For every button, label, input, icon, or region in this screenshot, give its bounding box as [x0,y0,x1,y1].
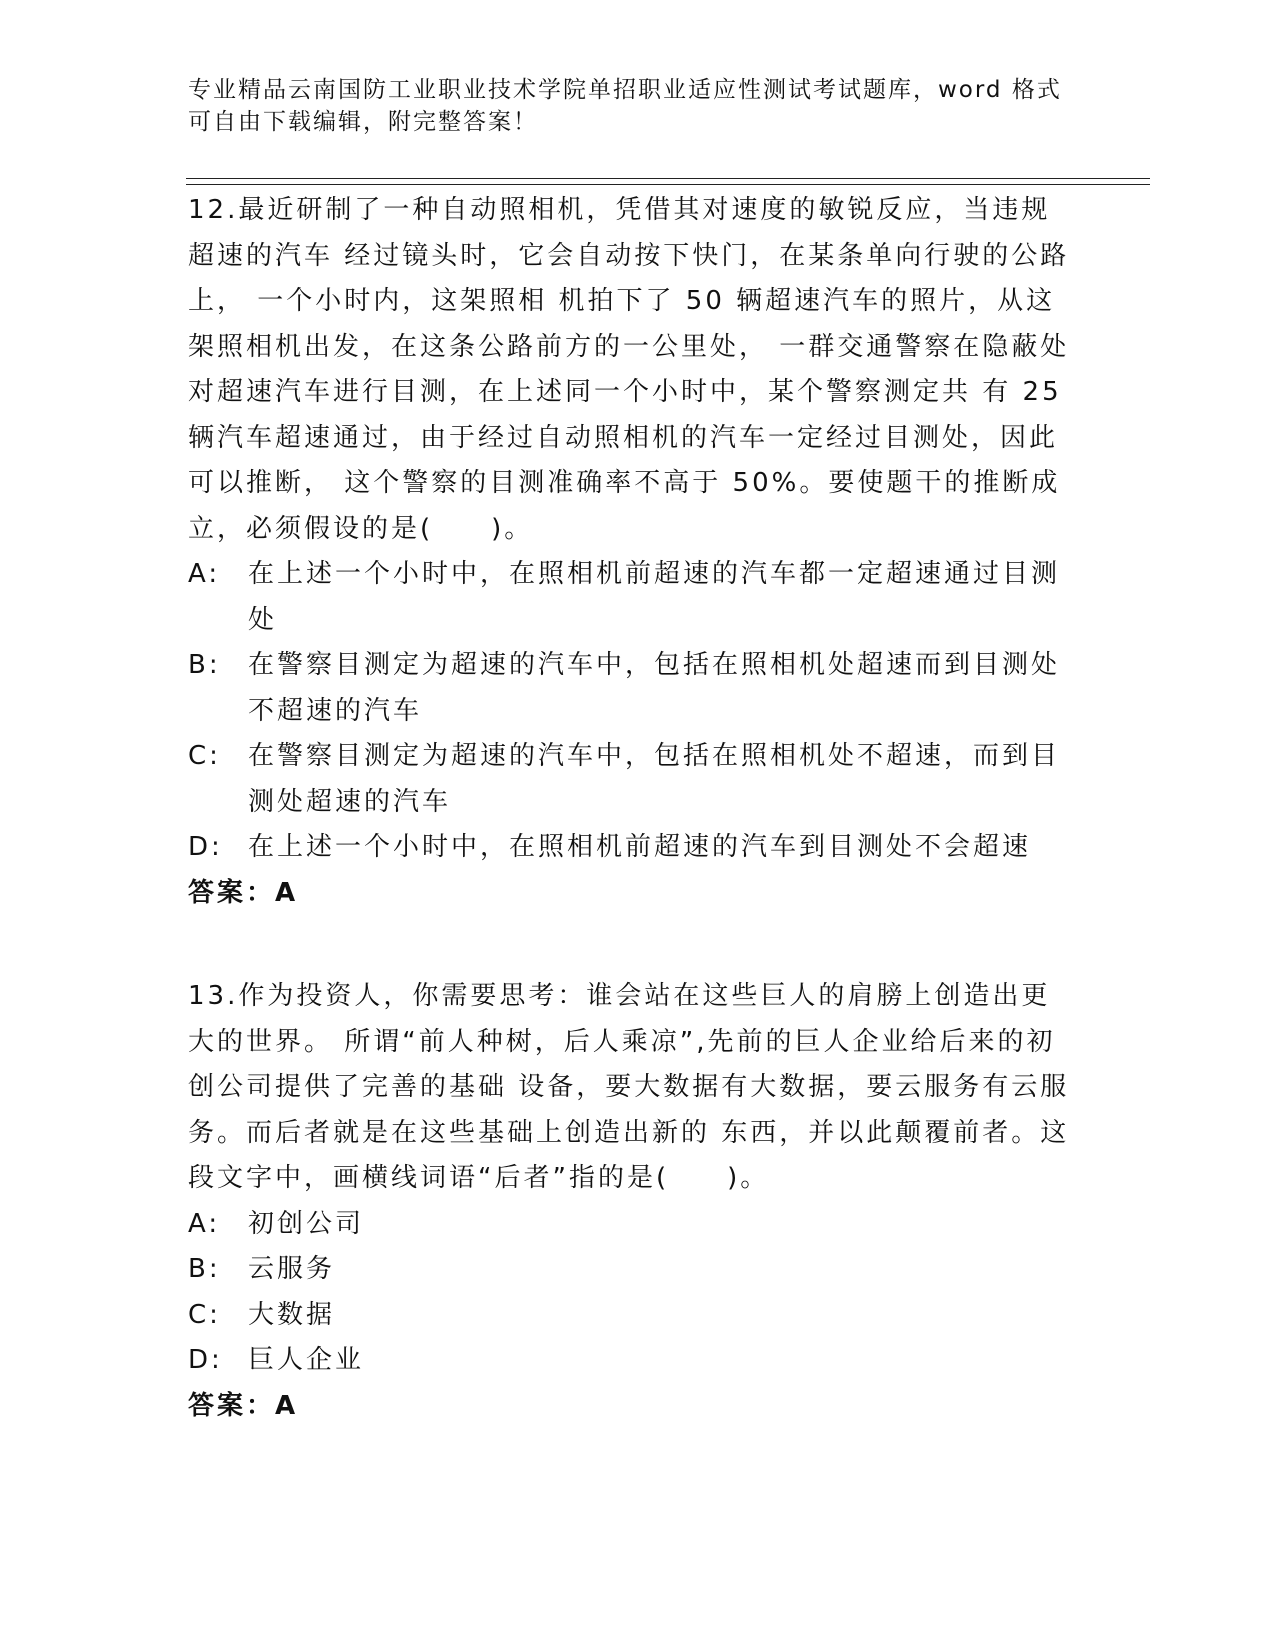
option-b [188,643,1078,734]
option-d [188,825,1078,871]
question-text: 12.最近研制了一种自动照相机，凭借其对速度的敏锐反应，当违规超速的汽车 经过镜头时，它会自动按下快门，在某条单向行驶的公路上， 一个小时内，这架照相 机拍下了 50 辆超速汽车的照片，从这架照相机出发，在这条公路前方的一公里处， 一群交通警察在隐蔽处对超速汽车进行目测，在上述同一个小时中，某个警察测定共 有 25 辆汽车超速通过，由于经过自动照相机的汽车一定经过目测处，因此可以推断， 这个警察的目测准确率不高于 50%。要使题干的推断成立，必须假设的是( )。 [188,195,1070,544]
option-text: 初创公司 [248,1208,365,1239]
question-list [188,188,1078,1429]
option-text: 在警察目测定为超速的汽车中，包括在照相机处超速而到目测处不超速的汽车 [248,650,1061,726]
question-12 [188,188,1078,916]
header-rule-top [186,178,1150,179]
option-letter: C: [188,1299,221,1330]
option-c [188,734,1078,825]
option-text: 在上述一个小时中，在照相机前超速的汽车都一定超速通过目测处 [248,559,1061,635]
question-text: 13.作为投资人，你需要思考：谁会站在这些巨人的肩膀上创造出更大的世界。 所谓“前人种树，后人乘凉”,先前的巨人企业给后来的初创公司提供了完善的基础 设备，要大数据有大数据，要云服务有云服务。而后者就是在这些基础上创造出新的 东西，并以此颠覆前者。这段文字中，画横线词语“后者”指的是( )。 [188,981,1070,1193]
option-c [188,1293,1078,1339]
option-text: 巨人企业 [248,1345,365,1375]
option-a [188,1202,1078,1248]
option-text: 大数据 [248,1299,336,1330]
option-letter: B: [188,650,221,680]
option-letter: A: [188,559,221,589]
option-a [188,552,1078,643]
page-header: 专业精品云南国防工业职业技术学院单招职业适应性测试考试题库，word 格式可自由下载编辑，附完整答案！ [188,77,1062,135]
option-letter: D: [188,1345,223,1375]
option-b [188,1247,1078,1293]
question-spacer [188,916,1078,974]
question-13 [188,974,1078,1429]
option-letter: B: [188,1254,221,1284]
option-text: 云服务 [248,1254,336,1284]
option-letter: C: [188,741,221,771]
option-text: 在警察目测定为超速的汽车中，包括在照相机处不超速，而到目测处超速的汽车 [248,741,1061,817]
option-letter: A: [188,1208,221,1239]
option-letter: D: [188,832,223,862]
answer-label: 答案：A [188,877,299,908]
header-rule-bottom [186,184,1150,185]
answer-label: 答案：A [188,1390,299,1421]
option-text: 在上述一个小时中，在照相机前超速的汽车到目测处不会超速 [248,832,1032,862]
option-d [188,1338,1078,1384]
